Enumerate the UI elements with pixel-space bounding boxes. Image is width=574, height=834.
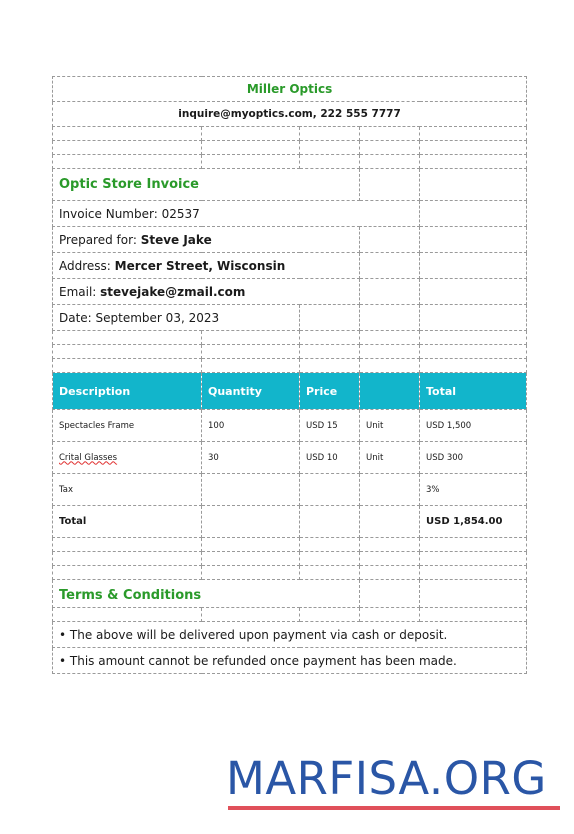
item-quantity: 30	[202, 442, 300, 474]
invoice-number-row	[53, 201, 527, 227]
terms-row	[53, 648, 527, 674]
spacer-row	[53, 566, 527, 580]
invoice-number: Invoice Number: 02537	[53, 201, 420, 227]
item-price: USD 15	[300, 410, 360, 442]
item-price: USD 10	[300, 442, 360, 474]
brand-row	[53, 77, 527, 102]
brand-name: Miller Optics	[53, 77, 527, 102]
item-price	[300, 474, 360, 506]
email-row	[53, 279, 527, 305]
table-header-row	[53, 373, 527, 410]
terms-item: • This amount cannot be refunded once payment has been made.	[53, 648, 527, 674]
terms-title: Terms & Conditions	[59, 588, 202, 603]
date-row	[53, 305, 527, 331]
spacer-row	[53, 359, 527, 373]
logo-text: MARFISA.ORG	[226, 752, 547, 805]
spacer-row	[53, 155, 527, 169]
invoice-grid	[52, 76, 527, 674]
item-unit	[360, 474, 420, 506]
logo-underline	[228, 806, 560, 810]
invoice-title-row	[53, 169, 527, 201]
spacer-row	[53, 345, 527, 359]
terms-item: • The above will be delivered upon payment via cash or deposit.	[53, 622, 527, 648]
item-description: Tax	[53, 474, 202, 506]
contact-row	[53, 102, 527, 127]
item-description: Crital Glasses	[59, 452, 118, 463]
spacer-row	[53, 538, 527, 552]
invoice-date: Date: September 03, 2023	[53, 305, 300, 331]
address-label: Address:	[59, 258, 115, 273]
header-quantity: Quantity	[202, 373, 300, 410]
total-value: USD 1,854.00	[420, 506, 527, 538]
header-total: Total	[420, 373, 527, 410]
table-row	[53, 442, 527, 474]
spacer-row	[53, 127, 527, 141]
item-total: USD 1,500	[420, 410, 527, 442]
header-unit	[360, 373, 420, 410]
spacer-row	[53, 608, 527, 622]
item-unit: Unit	[360, 410, 420, 442]
email-label: Email:	[59, 284, 101, 299]
invoice-title: Optic Store Invoice	[59, 177, 199, 192]
item-quantity	[202, 474, 300, 506]
item-quantity: 100	[202, 410, 300, 442]
spacer-row	[53, 331, 527, 345]
prepared-for-label: Prepared for:	[59, 232, 141, 247]
email-value: stevejake@zmail.com	[100, 284, 246, 299]
spacer-row	[53, 141, 527, 155]
total-label: Total	[53, 506, 202, 538]
item-total: 3%	[420, 474, 527, 506]
item-description: Spectacles Frame	[53, 410, 202, 442]
header-price: Price	[300, 373, 360, 410]
terms-row	[53, 622, 527, 648]
header-description: Description	[53, 373, 202, 410]
prepared-for-value: Steve Jake	[140, 232, 212, 247]
item-total: USD 300	[420, 442, 527, 474]
table-row	[53, 410, 527, 442]
table-row	[53, 474, 527, 506]
invoice-sheet	[52, 76, 526, 674]
spacer-row	[53, 552, 527, 566]
prepared-for-row	[53, 227, 527, 253]
contact-info: inquire@myoptics.com, 222 555 7777	[53, 102, 527, 127]
address-row	[53, 253, 527, 279]
total-row	[53, 506, 527, 538]
address-value: Mercer Street, Wisconsin	[114, 258, 286, 273]
item-unit: Unit	[360, 442, 420, 474]
marfisa-logo	[226, 754, 560, 804]
terms-title-row	[53, 580, 527, 608]
